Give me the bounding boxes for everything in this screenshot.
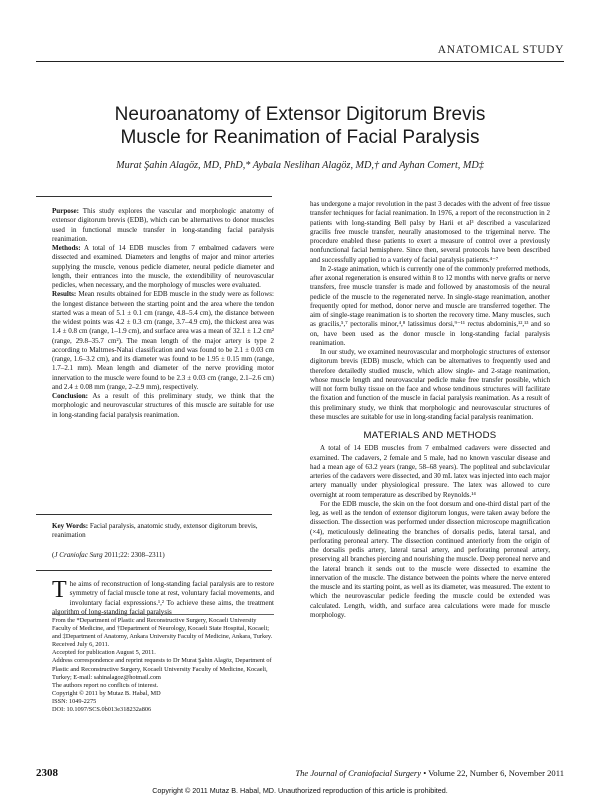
volume-info: • Volume 22, Number 6, November 2011 — [423, 768, 564, 778]
footnote-accepted: Accepted for publication August 5, 2011. — [52, 649, 156, 657]
abstract-results — [52, 290, 274, 392]
keywords-rule — [36, 514, 272, 515]
abstract-purpose — [52, 207, 274, 244]
abstract — [52, 207, 274, 420]
keywords — [52, 522, 274, 541]
footnote-conflicts: The authors report no conflicts of interest. — [52, 681, 159, 689]
journal-footer — [295, 768, 564, 778]
article-title — [40, 103, 560, 149]
footnote-correspondence: Address correspondence and reprint requests to Dr Murat Şahin Alagöz, Department of Plastic and Reconstructive Surgery, Kocaeli University Faculty of Medicine, Kocaeli, Turkey; E-mail: sahinalagoz@hotmail.com — [52, 657, 272, 681]
methods-label: Methods: — [52, 244, 81, 252]
methods-heading: MATERIALS AND METHODS — [363, 430, 497, 441]
paragraph: A total of 14 EDB muscles from 7 embalmed cadavers were dissected and examined. The cadavers, 2 female and 5 male, had no known vascular disease and had a mean age of 63.2 years (range, 58–68 years). The popliteal and subclavicular arteries of the cadavers were dissected, and 30 mL latex was injected into each major artery manually under physiological pressure. The latex was allowed to cure overnight at room temperature as described by Reynolds.¹⁴ — [310, 444, 550, 499]
keywords-text: Facial paralysis, anatomic study, extensor digitorum brevis, reanimation — [52, 522, 258, 540]
purpose-label: Purpose: — [52, 207, 80, 215]
author-list: Murat Şahin Alagöz, MD, PhD,* Aybala Neslihan Alagöz, MD,† and Ayhan Comert, MD‡ — [116, 160, 484, 171]
abstract-top-rule — [36, 196, 272, 197]
abstract-methods — [52, 244, 274, 290]
abstract-conclusion — [52, 392, 274, 420]
footnotes — [52, 617, 274, 714]
footnote-copyright: Copyright © 2011 by Mutaz B. Habal, MD — [52, 689, 161, 697]
results-text: Mean results obtained for EDB muscle in the study were as follows: the longest distance between the starting point and the area where the tendon started was a mean of 5.1 ± 0.1 cm (range, 4.8–5.4 cm), the distance between the widest points was 4.2 ± 0.3 cm (range, 3.7–4.9 cm), the thickest area was 1.4 ± 0.8 cm (range, 1–1.9 cm), and surface area was a mean of 32.1 ± 1.2 cm² (range, 29.8–35.7 cm²). The mean length of the major artery is type 2 according to Maltrnes-Nahai classification and was found to be 2.1 ± 0.03 cm (range, 1.6–3.2 cm), and its diameter was found to be 1.95 ± 0.15 mm (range, 1.7–2.1 mm). Mean length and diameter of the nerve providing motor innervation to the muscle were found to be 2.3 ± 0.03 cm (range, 2.1–2.6 cm) and 2.4 ± 0.08 mm (range, 2–2.9 mm), respectively. — [52, 290, 274, 391]
page-number: 2308 — [36, 767, 58, 779]
title-line-2: Muscle for Reanimation of Facial Paralysis — [120, 127, 480, 148]
header-rule — [36, 61, 564, 62]
footnote-received: Received July 6, 2011. — [52, 641, 110, 649]
abstract-bottom-rule — [36, 570, 272, 571]
results-label: Results: — [52, 290, 77, 299]
introduction — [52, 577, 274, 617]
copyright-notice: Copyright © 2011 Mutaz B. Habal, MD. Unauthorized reproduction of this article is prohibited. — [152, 786, 448, 795]
intro-text: he aims of reconstruction of long-standing facial paralysis are to restore symmetry of facial muscle tone at rest, voluntary facial movements, and involuntary facial expressions.¹,² To achieve these aims, the treatment algorithm of long-standing facial paralysis — [52, 580, 274, 616]
footnote-affiliations: From the *Department of Plastic and Reconstructive Surgery, Kocaeli University Faculty of Medicine, and †Department of Neurology, Kocaeli State Hospital, Kocaeli; and ‡Department of Anatomy, Ankara University Faculty of Medicine, Ankara, Turkey. — [52, 617, 273, 641]
footnote-rule — [52, 614, 274, 615]
title-line-1: Neuroanatomy of Extensor Digitorum Brevis — [114, 104, 486, 125]
purpose-text: This study explores the vascular and morphologic anatomy of extensor digitorum brevis (EDB), which can be alternatives to donor muscles used in functional muscle transfer in long-standing facial paralysis reanimation. — [52, 207, 274, 243]
citation: (J Craniofac Surg 2011;22: 2308–2311) — [52, 551, 165, 559]
paragraph: In 2-stage animation, which is currently one of the commonly preferred methods, after axonal regeneration is ensured within 8 to 12 months with nerve grafts or nerve transfers, free muscle transfer is made and followed by anastomosis of the neural pedicle of the muscle to the regenerated nerve. In single-stage reanimation, another frequently opted for method, donor nerve and muscle are transferred together. The aim of single-stage reanimation is to shorten the recovery time. Many muscles, such as gracilis,⁵,⁷ pectoralis minor,⁴,⁸ latissimus dorsi,⁹⁻¹¹ rectus abdominis,¹²,¹³ and so on, have been used as the donor muscle in long-standing facial paralysis reanimation. — [310, 264, 550, 347]
paragraph: has undergone a major revolution in the past 3 decades with the advent of free tissue transfer techniques for facial reanimation. In 1976, a report of the reconstruction in 2 patients with long-standing Bell palsy by Harii et al³ described a vascularized gracilis free muscle transfer, neurally anastomosed to the trigeminal nerve. The procedure enabled these patients to exert a measure of control over a previously nonfunctional facial hemisphere. Since then, several protocols have been described and successfully applied to a variety of facial paralysis patients.⁴⁻⁷ — [310, 200, 550, 264]
paragraph: For the EDB muscle, the skin on the foot dorsum and one-third distal part of the leg, as well as the tendon of extensor digitorum longus, were taken away before the dissection. The dissection was performed under dissection microscope magnification (×4), meticulously delineating the branches of dorsalis pedis, lateral tarsal, and perforating peroneal artery. The dissection continued anteriorly from the origin of the dorsalis pedis artery, lateral tarsal artery, and perforating peroneal artery, preserving all branches piercing and nourishing the muscle. Deep peroneal nerve and the lateral branch it sends out to the muscle were dissected to examine the innervation of the muscle. The distance between the points where the nerve entered the muscle and its starting point, as well as its diameter, was measured. The extent to which the neurovascular pedicle feeding the muscle could be extended was calculated. Length, width, and surface area calculations were made for muscle morphology. — [310, 499, 550, 619]
conclusion-text: As a result of this preliminary study, we think that the morphologic and neurovascular structures of this muscle are suitable for use in long-standing facial paralysis reanimation. — [52, 392, 274, 419]
citation-journal: J Craniofac Surg — [54, 551, 103, 559]
methods-text: A total of 14 EDB muscles from 7 embalmed cadavers were dissected and examined. Diameters and lengths of major and minor arteries supplying the muscle, venous pedicle diameter, neural pedicle diameter and length, their entrances into the muscle, the extendibility of neurovascular pedicles, when necessary, and the morphology of muscles were evaluated. — [52, 244, 275, 289]
drop-cap: T — [52, 577, 67, 603]
section-heading: ANATOMICAL STUDY — [437, 44, 564, 56]
citation-details: 2011;22: 2308–2311) — [104, 551, 165, 559]
paragraph: In our study, we examined neurovascular and morphologic structures of extensor digitorum brevis (EDB) muscle, which can be alternatives to frequently used and therefore detailedly studied muscle, which allow single- and 2-stage reanimation, whose muscle length and neurovascular pedicle make free transfer possible, which will not form bulky tissue on the face and whose tendinous structures will facilitate the fixation and function of the muscle in facial paralysis reanimation. As a result of this preliminary study, we think that morphologic and neurovascular structures of these muscles are suitable for use in long-standing facial paralysis reanimation. — [310, 348, 550, 421]
conclusion-label: Conclusion: — [52, 392, 89, 400]
footnote-doi: DOI: 10.1097/SCS.0b013e318232a806 — [52, 706, 152, 714]
keywords-label: Key Words: — [52, 522, 89, 530]
right-column — [310, 200, 550, 620]
footnote-issn: ISSN: 1049-2275 — [52, 697, 97, 705]
journal-name: The Journal of Craniofacial Surgery — [295, 768, 422, 778]
